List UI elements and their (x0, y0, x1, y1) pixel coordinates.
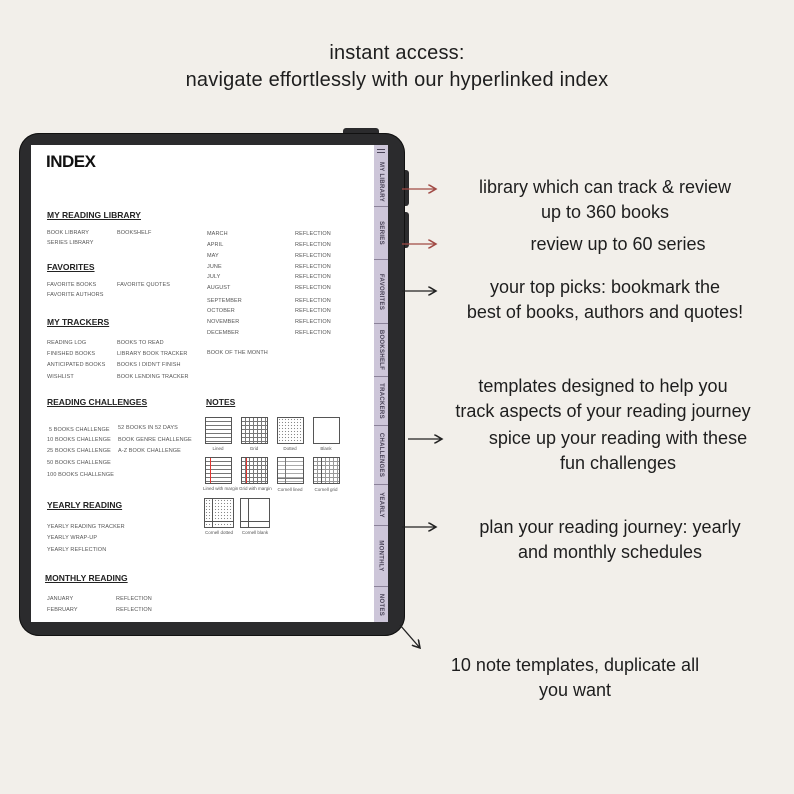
link-52-books-in-52-days[interactable]: 52 BOOKS IN 52 DAYS (118, 425, 178, 431)
annotation-line: plan your reading journey: yearly (479, 517, 741, 537)
annotation-favorites (430, 275, 780, 325)
annotation-line: 10 note templates, duplicate all (450, 655, 700, 675)
link-library-book-tracker[interactable]: LIBRARY BOOK TRACKER (117, 351, 188, 357)
link-finished-books[interactable]: FINISHED BOOKS (47, 351, 96, 357)
note-template-caption: Cornell lined (277, 487, 303, 492)
link-yearly-reading-tracker[interactable]: YEARLY READING TRACKER (47, 524, 125, 530)
side-tab-bar (374, 145, 388, 622)
link-september[interactable]: SEPTEMBER (207, 298, 242, 304)
tab-favorites[interactable] (374, 260, 388, 324)
link-november-reflection[interactable]: REFLECTION (295, 319, 331, 325)
note-template-caption: Cornell grid (314, 487, 338, 492)
tab-label: SERIES (378, 221, 384, 245)
link-august[interactable]: AUGUST (207, 285, 231, 291)
link-book-genre-challenge[interactable]: BOOK GENRE CHALLENGE (118, 437, 192, 443)
annotation-line: best of books, authors and quotes! (466, 302, 744, 322)
section-favorites[interactable]: FAVORITES (47, 262, 95, 272)
tab-notes[interactable] (374, 587, 388, 622)
link-wishlist[interactable]: WISHLIST (47, 374, 74, 380)
link-series-library[interactable]: SERIES LIBRARY (47, 240, 94, 246)
link-june[interactable]: JUNE (207, 264, 222, 270)
note-template-lined-thumb[interactable] (205, 417, 232, 444)
annotation-line: library which can track & review (478, 177, 732, 197)
menu-icon[interactable] (377, 149, 385, 156)
annotation-line: review up to 60 series (530, 234, 706, 254)
headline-line-1: instant access: (329, 42, 465, 64)
link-february[interactable]: FEBRUARY (47, 607, 78, 613)
link-july[interactable]: JULY (207, 274, 221, 280)
note-template-caption: Lined (212, 446, 224, 451)
section-notes[interactable]: NOTES (206, 397, 236, 407)
link-may[interactable]: MAY (207, 253, 219, 259)
tab-label: MY LIBRARY (378, 161, 385, 203)
link-yearly-reflection[interactable]: YEARLY REFLECTION (47, 547, 107, 553)
annotation-line: your top picks: bookmark the (489, 277, 721, 297)
tab-label: NOTES (378, 593, 385, 616)
annotation-line: templates designed to help you (478, 376, 728, 396)
annotation-trackers (428, 374, 778, 424)
note-template-caption: Dotted (283, 446, 297, 451)
link-november[interactable]: NOVEMBER (207, 319, 240, 325)
headline-line-2: navigate effortlessly with our hyperlinked index (185, 69, 609, 91)
annotation-line: up to 360 books (540, 202, 670, 222)
link-25-books-challenge[interactable]: 25 BOOKS CHALLENGE (47, 448, 111, 454)
annotation-notes (400, 653, 750, 703)
link-favorite-authors[interactable]: FAVORITE AUTHORS (47, 292, 104, 298)
link-5-books-challenge[interactable]: 5 BOOKS CHALLENGE (49, 427, 110, 433)
link-book-of-the-month[interactable]: BOOK OF THE MONTH (207, 350, 268, 356)
note-template-grid-margin-thumb[interactable] (241, 457, 268, 484)
note-template-caption: Grid (249, 446, 259, 451)
section-yearly-reading[interactable]: YEARLY READING (47, 500, 123, 510)
link-book-lending-tracker[interactable]: BOOK LENDING TRACKER (117, 374, 189, 380)
link-december[interactable]: DECEMBER (207, 330, 239, 336)
headline (0, 40, 794, 94)
link-yearly-wrap-up[interactable]: YEARLY WRAP-UP (47, 535, 98, 541)
link-july-reflection[interactable]: REFLECTION (295, 274, 331, 280)
link-september-reflection[interactable]: REFLECTION (295, 298, 331, 304)
link-book-library[interactable]: BOOK LIBRARY (47, 230, 90, 236)
link-reading-log[interactable]: READING LOG (47, 340, 87, 346)
tab-label: YEARLY (378, 492, 384, 518)
note-template-cornell-blank-thumb[interactable] (240, 498, 270, 528)
annotation-challenges (443, 426, 793, 476)
note-template-caption: Cornell dotted (204, 530, 234, 535)
tab-label: CHALLENGES (378, 432, 384, 478)
link-april[interactable]: APRIL (207, 242, 224, 248)
annotation-line: track aspects of your reading journey (455, 401, 751, 421)
section-reading-challenges[interactable]: READING CHALLENGES (47, 397, 148, 407)
section-monthly-reading[interactable]: MONTHLY READING (45, 573, 128, 583)
annotation-line: and monthly schedules (517, 542, 703, 562)
tab-label: BOOKSHELF (378, 329, 384, 371)
link-october-reflection[interactable]: REFLECTION (295, 308, 331, 314)
link-june-reflection[interactable]: REFLECTION (295, 264, 331, 270)
link-100-books-challenge[interactable]: 100 BOOKS CHALLENGE (47, 472, 115, 478)
note-template-cornell-grid-thumb[interactable] (313, 457, 340, 484)
tab-label: MONTHLY (378, 540, 384, 572)
page-title: INDEX (46, 152, 96, 171)
note-template-caption: Lined with margin (203, 486, 239, 491)
link-march[interactable]: MARCH (207, 231, 228, 237)
link-10-books-challenge[interactable]: 10 BOOKS CHALLENGE (47, 437, 111, 443)
note-template-caption: Cornell blank (241, 530, 269, 535)
link-books-to-read[interactable]: BOOKS TO READ (117, 340, 164, 346)
link-october[interactable]: OCTOBER (207, 308, 235, 314)
arrow-notes (400, 625, 420, 648)
link-anticipated-books[interactable]: ANTICIPATED BOOKS (47, 362, 106, 368)
tab-bookshelf[interactable] (374, 324, 388, 377)
note-template-grid-thumb[interactable] (241, 417, 268, 444)
link-february-reflection[interactable]: REFLECTION (116, 607, 152, 613)
annotation-library (430, 175, 780, 225)
tab-my-library[interactable] (374, 158, 388, 207)
link-march-reflection[interactable]: REFLECTION (295, 231, 331, 237)
link-favorite-books[interactable]: FAVORITE BOOKS (47, 282, 97, 288)
section-my-reading-library[interactable]: MY READING LIBRARY (47, 210, 141, 220)
tab-label: TRACKERS (378, 383, 385, 419)
link-january[interactable]: JANUARY (47, 596, 74, 602)
link-january-reflection[interactable]: REFLECTION (116, 596, 152, 602)
tab-series[interactable] (374, 207, 388, 260)
annotation-line: spice up your reading with these (488, 428, 748, 448)
annotation-series (443, 232, 793, 257)
tab-monthly[interactable] (374, 526, 388, 587)
tab-challenges[interactable] (374, 426, 388, 485)
link-50-books-challenge[interactable]: 50 BOOKS CHALLENGE (47, 460, 111, 466)
note-template-cornell-lined-thumb[interactable] (277, 457, 304, 484)
link-favorite-quotes[interactable]: FAVORITE QUOTES (117, 282, 171, 288)
tab-yearly[interactable] (374, 485, 388, 526)
note-template-lined-margin-thumb[interactable] (205, 457, 232, 484)
note-template-caption: Grid with margin (239, 486, 272, 491)
link-may-reflection[interactable]: REFLECTION (295, 253, 331, 259)
annotation-line: fun challenges (559, 453, 677, 473)
tab-label: FAVORITES (378, 273, 385, 310)
link-bookshelf[interactable]: BOOKSHELF (117, 230, 152, 236)
note-template-caption: Blank (320, 446, 332, 451)
annotation-schedules (435, 515, 785, 565)
tab-trackers[interactable] (374, 377, 388, 426)
link-books-i-didnt-finish[interactable]: BOOKS I DIDN'T FINISH (117, 362, 181, 368)
annotation-line: you want (538, 680, 612, 700)
section-my-trackers[interactable]: MY TRACKERS (47, 317, 110, 327)
note-template-cornell-dotted-thumb[interactable] (204, 498, 234, 528)
link-august-reflection[interactable]: REFLECTION (295, 285, 331, 291)
note-template-dotted-thumb[interactable] (277, 417, 304, 444)
link-a-z-book-challenge[interactable]: A-Z BOOK CHALLENGE (118, 448, 181, 454)
link-april-reflection[interactable]: REFLECTION (295, 242, 331, 248)
note-template-blank-thumb[interactable] (313, 417, 340, 444)
link-december-reflection[interactable]: REFLECTION (295, 330, 331, 336)
